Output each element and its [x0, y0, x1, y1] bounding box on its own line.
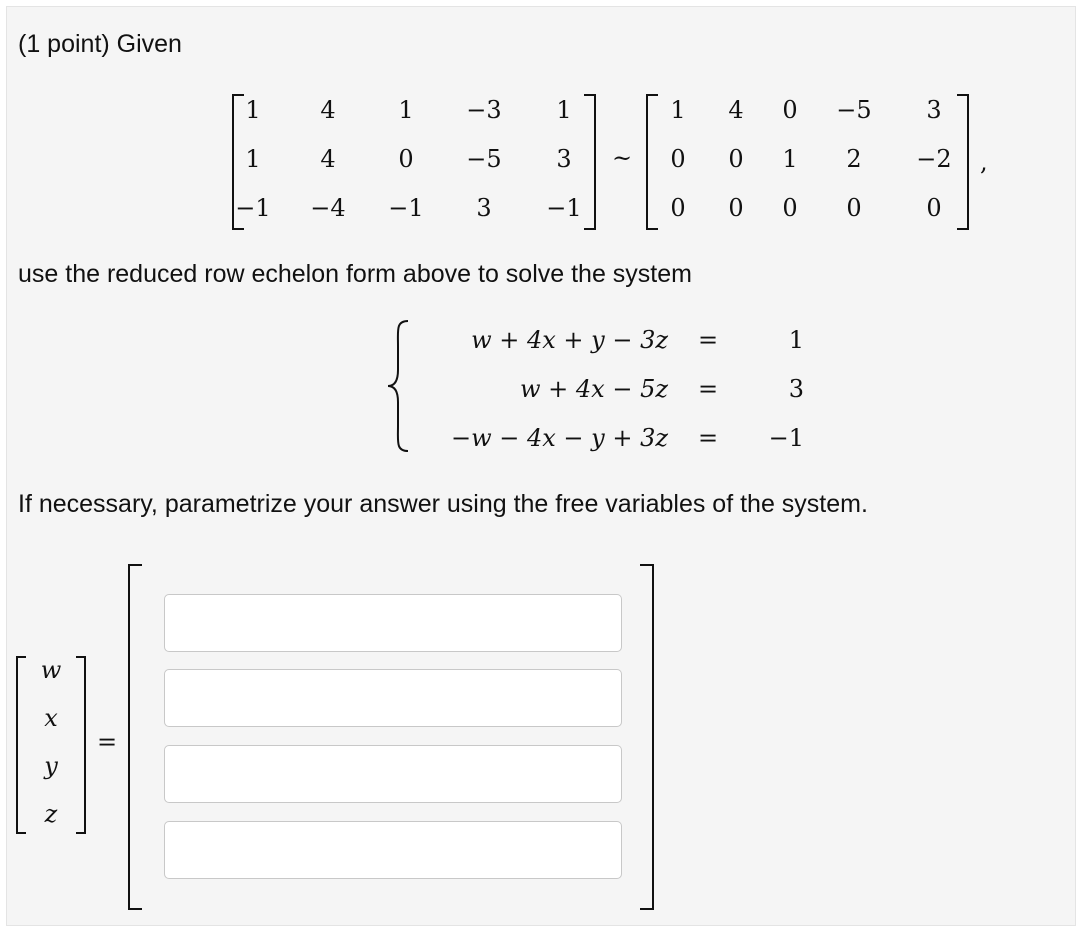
matrix-a-cell: −1	[546, 194, 582, 222]
matrix-a-cell: 0	[398, 145, 414, 173]
matrix-rref-cell: 1	[782, 145, 798, 173]
equation-lhs: −w − 4x − y + 3z	[450, 424, 668, 452]
system-left-brace	[384, 318, 414, 454]
instruction-text: use the reduced row echelon form above to solve the system	[18, 260, 692, 288]
matrix-rref-cell: 0	[728, 145, 744, 173]
matrix-a-cell: 3	[556, 145, 572, 173]
problem-prefix: (1 point) Given	[18, 30, 182, 58]
equation-equals: =	[698, 424, 719, 452]
matrix-rref-cell: 0	[728, 194, 744, 222]
equation-lhs: w + 4x + y − 3z	[471, 326, 668, 354]
matrix-rref-cell: 0	[782, 96, 798, 124]
matrix-rref-cell: 1	[670, 96, 686, 124]
matrix-rref-cell: 2	[846, 145, 862, 173]
matrix-a-cell: −1	[388, 194, 424, 222]
answer-vector-right-bracket	[640, 564, 654, 910]
vector-equals-sign: =	[97, 728, 118, 756]
matrix-rref-cell: 0	[670, 145, 686, 173]
equation-equals: =	[698, 326, 719, 354]
variable-w: w	[40, 656, 62, 684]
matrix-rref-cell: 4	[728, 96, 744, 124]
matrix-a-cell: 4	[320, 96, 336, 124]
matrix-rref-cell: 0	[846, 194, 862, 222]
matrix-rref-cell: 0	[926, 194, 942, 222]
equation-rhs: 3	[788, 375, 804, 403]
variable-z: z	[44, 800, 58, 828]
matrix-a-cell: −4	[310, 194, 346, 222]
answer-input-y[interactable]	[164, 745, 622, 803]
equation-lhs: w + 4x − 5z	[520, 375, 668, 403]
trailing-comma: ,	[980, 148, 988, 176]
matrix-a-cell: 3	[476, 194, 492, 222]
matrix-a-cell: 1	[398, 96, 414, 124]
variable-x: x	[44, 704, 58, 732]
equation-rhs: 1	[788, 326, 804, 354]
equation-rhs: −1	[768, 424, 804, 452]
answer-input-x[interactable]	[164, 669, 622, 727]
answer-vector-left-bracket	[128, 564, 142, 910]
matrix-rref-cell: 0	[670, 194, 686, 222]
matrix-a-cell: −1	[235, 194, 271, 222]
matrix-a-cell: 1	[245, 145, 261, 173]
matrix-a-cell: 1	[556, 96, 572, 124]
matrix-a-cell: 1	[245, 96, 261, 124]
parametrize-note: If necessary, parametrize your answer using the free variables of the system.	[18, 490, 868, 518]
matrix-a-cell: −3	[466, 96, 502, 124]
matrix-rref-cell: 3	[926, 96, 942, 124]
matrix-a-cell: −5	[466, 145, 502, 173]
answer-input-z[interactable]	[164, 821, 622, 879]
row-equivalent-tilde: ~	[612, 144, 633, 172]
equation-equals: =	[698, 375, 719, 403]
answer-input-w[interactable]	[164, 594, 622, 652]
matrix-rref-cell: −5	[836, 96, 872, 124]
matrix-a-cell: 4	[320, 145, 336, 173]
matrix-rref-cell: 0	[782, 194, 798, 222]
variable-y: y	[44, 752, 58, 780]
matrix-rref-cell: −2	[916, 145, 952, 173]
